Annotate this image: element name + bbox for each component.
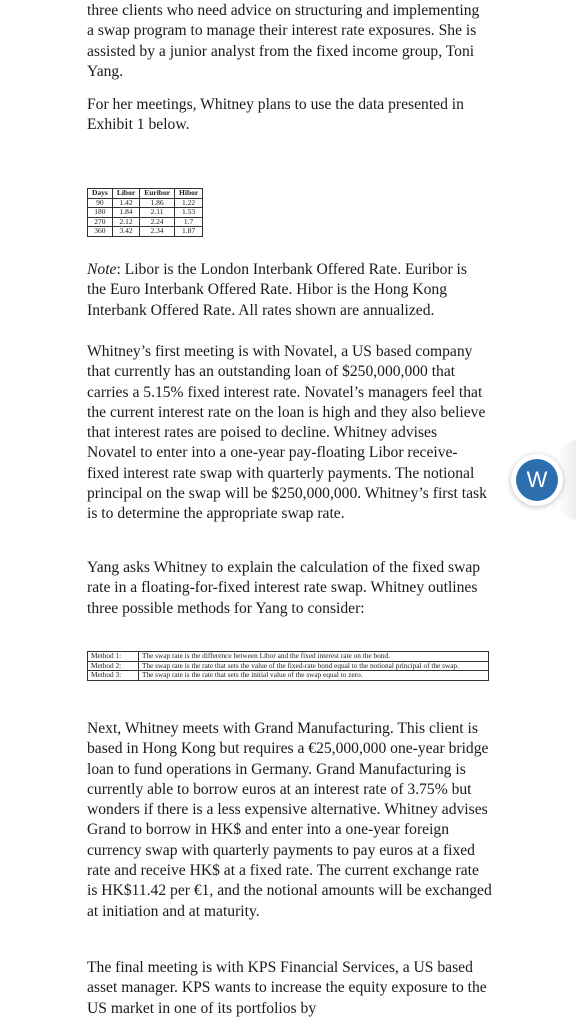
exhibit-1-table [87,188,203,237]
cell-days: 270 [88,217,113,227]
method-label: Method 2: [88,661,139,671]
cell-hibor: 1.22 [175,198,203,208]
note-text: : Libor is the London Interbank Offered Rate. Euribor is the Euro Interbank Offered Rate. Hibor is the Hong Kong Interbank Offered Rate. All rates shown are annualized. [87,261,467,319]
method-text: The swap rate is the rate that sets the initial value of the swap equal to zero. [139,671,489,681]
header-euribor: Euribor [140,189,175,199]
method-label: Method 3: [88,671,139,681]
cell-libor: 3.42 [112,227,139,237]
cell-libor: 1.42 [112,198,139,208]
header-days: Days [88,189,113,199]
cell-euribor: 2.24 [140,217,175,227]
cell-hibor: 1.7 [175,217,203,227]
cell-hibor: 1.87 [175,227,203,237]
header-hibor: Hibor [175,189,203,199]
cell-libor: 2.12 [112,217,139,227]
cell-days: 180 [88,208,113,218]
note-paragraph [87,260,487,321]
cell-euribor: 2.34 [140,227,175,237]
methods-table [87,651,489,681]
yang-paragraph: Yang asks Whitney to explain the calculation of the fixed swap rate in a floating-for-fixed interest rate swap. Whitney outlines three possible methods for Yang to consider: [87,559,481,617]
cell-days: 360 [88,227,113,237]
table-row [88,652,489,662]
meetings-paragraph: For her meetings, Whitney plans to use the data presented in Exhibit 1 below. [87,96,464,134]
floating-w-button[interactable] [511,454,563,506]
method-text: The swap rate is the difference between Libor and the fixed interest rate on the bond. [139,652,489,662]
table-row [88,227,203,237]
cell-euribor: 2.11 [140,208,175,218]
method-text: The swap rate is the rate that sets the value of the fixed-rate bond equal to the notional principal of the swap. [139,661,489,671]
first-meeting-paragraph: Whitney’s first meeting is with Novatel, a US based company that currently has an outstanding loan of $250,000,000 that carries a 5.15% fixed interest rate. Novatel’s managers feel that the current interest rate on the loan is high and they also believe that interest rates are poised to decline. Whitney advises Novatel to enter into a one-year pay-floating Libor receive-fixed interest rate swap with quarterly payments. The notional principal on the swap will be $250,000,000. Whitney’s first task is to determine the appropriate swap rate. [87,343,487,523]
header-libor: Libor [112,189,139,199]
method-label: Method 1: [88,652,139,662]
grand-paragraph: Next, Whitney meets with Grand Manufacturing. This client is based in Hong Kong but requires a €25,000,000 one-year bridge loan to fund operations in Germany. Grand Manufacturing is currently able to borrow euros at an interest rate of 3.75% but wonders if there is a less expensive alternative. Whitney advises Grand to borrow in HK$ and enter into a one-year foreign currency swap with quarterly payments to pay euros at a fixed rate and receive HK$ at a fixed rate. The current exchange rate is HK$11.42 per €1, and the notional amounts will be exchanged at initiation and at maturity. [87,720,492,920]
cell-hibor: 1.53 [175,208,203,218]
cell-days: 90 [88,198,113,208]
table-row [88,671,489,681]
cell-libor: 1.84 [112,208,139,218]
note-label: Note [87,261,117,278]
table-row [88,208,203,218]
kps-paragraph: The final meeting is with KPS Financial Services, a US based asset manager. KPS wants to increase the equity exposure to the US market in one of its portfolios by [87,959,487,1017]
w-icon: W [516,459,558,501]
intro-paragraph: three clients who need advice on structuring and implementing a swap program to manage their interest rate exposures. She is assisted by a junior analyst from the fixed income group, Toni Yang. [87,2,480,80]
cell-euribor: 1.86 [140,198,175,208]
